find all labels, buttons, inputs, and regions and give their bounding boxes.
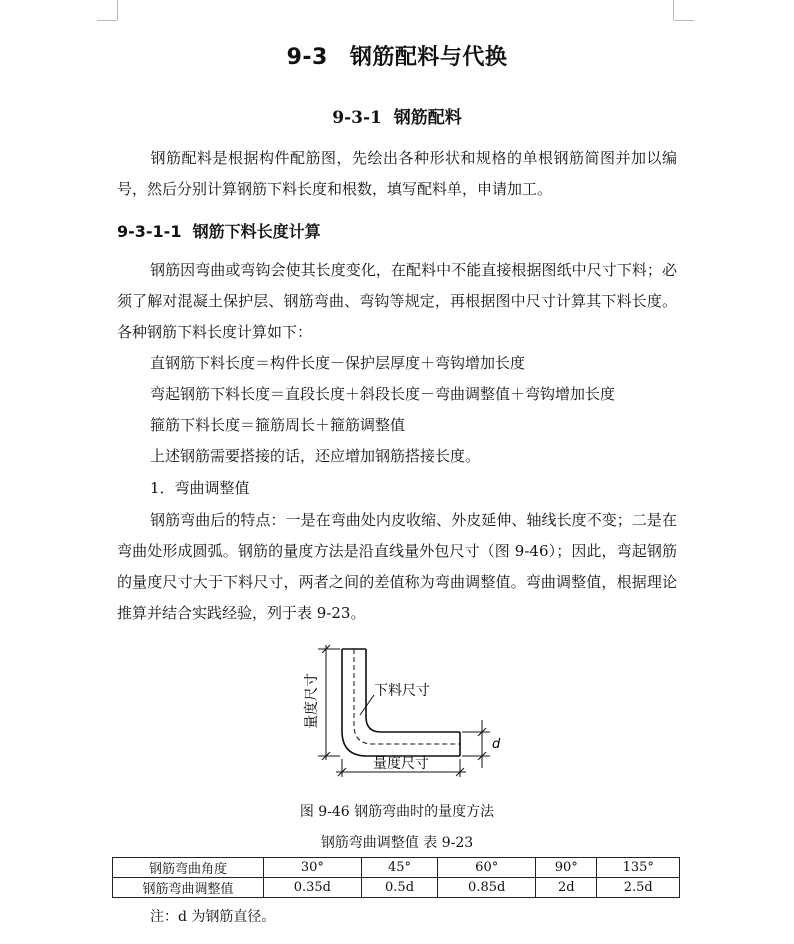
figure-caption: 图 9-46 钢筋弯曲时的量度方法 bbox=[299, 804, 495, 820]
label-measured-vertical: 量度尺寸 bbox=[304, 673, 320, 729]
table-cell: 2.5d bbox=[597, 878, 680, 898]
subsection-title bbox=[117, 219, 321, 242]
formula-line: 直钢筋下料长度＝构件长度－保护层厚度＋弯钩增加长度 bbox=[150, 354, 526, 372]
table-cell: 90° bbox=[536, 858, 597, 878]
paragraph-2-text: 钢筋弯曲后的特点：一是在弯曲处内皮收缩、外皮延伸、轴线长度不变；二是在弯曲处形成圆弧。钢筋的量度方法是沿直线量外包尺寸（图 9-46）；因此，弯起钢筋的量度尺寸大于下料尺寸，两者之间的差值称为弯曲调整值。弯曲调整值，根据理论推算并结合实践经验，列于表 9-23。 bbox=[117, 511, 677, 622]
table-cell: 0.35d bbox=[264, 878, 362, 898]
cut-length-leader bbox=[360, 695, 374, 715]
section-title-text: 钢筋配料 bbox=[393, 108, 462, 128]
table-note: 注：d 为钢筋直径。 bbox=[150, 909, 276, 925]
section-number: 9-3-1 bbox=[332, 108, 382, 128]
table-cell: 45° bbox=[361, 858, 438, 878]
intro-paragraph bbox=[117, 143, 677, 205]
table-row bbox=[113, 858, 680, 878]
chapter-number: 9-3 bbox=[286, 45, 328, 70]
section-title bbox=[0, 103, 794, 128]
formula-line: 弯起钢筋下料长度＝直段长度＋斜段长度－弯曲调整值＋弯钩增加长度 bbox=[150, 385, 616, 403]
formula-line: 箍筋下料长度＝箍筋周长＋箍筋调整值 bbox=[150, 416, 406, 434]
paragraph-1 bbox=[117, 255, 677, 348]
table-caption: 钢筋弯曲调整值 表 9-23 bbox=[320, 835, 474, 851]
table-cell: 0.85d bbox=[438, 878, 536, 898]
subsection-title-text: 钢筋下料长度计算 bbox=[192, 222, 321, 241]
table-row bbox=[113, 878, 680, 898]
table-cell: 60° bbox=[438, 858, 536, 878]
intro-text: 钢筋配料是根据构件配筋图，先绘出各种形状和规格的单根钢筋简图并加以编号，然后分别计算钢筋下料长度和根数，填写配料单，申请加工。 bbox=[117, 149, 677, 198]
subsection-number: 9-3-1-1 bbox=[117, 222, 182, 241]
table-cell: 135° bbox=[597, 858, 680, 878]
paragraph-1-text: 钢筋因弯曲或弯钩会使其长度变化，在配料中不能直接根据图纸中尺寸下料；必须了解对混凝土保护层、钢筋弯曲、弯钩等规定，再根据图中尺寸计算其下料长度。各种钢筋下料长度计算如下： bbox=[117, 261, 677, 341]
label-cut-length: 下料尺寸 bbox=[374, 683, 430, 699]
row-header-adjustment: 钢筋弯曲调整值 bbox=[113, 878, 264, 898]
table-cell: 0.5d bbox=[361, 878, 438, 898]
chapter-title-text: 钢筋配料与代换 bbox=[349, 45, 508, 70]
bend-adjustment-table bbox=[112, 857, 680, 898]
label-measured-horizontal: 量度尺寸 bbox=[373, 756, 429, 772]
list-item-1: 1．弯曲调整值 bbox=[150, 479, 250, 497]
formula-line: 上述钢筋需要搭接的话，还应增加钢筋搭接长度。 bbox=[150, 447, 481, 465]
row-header-angle: 钢筋弯曲角度 bbox=[113, 858, 264, 878]
table-cell: 30° bbox=[264, 858, 362, 878]
chapter-title bbox=[0, 40, 794, 71]
label-diameter: d bbox=[492, 737, 501, 752]
table-cell: 2d bbox=[536, 878, 597, 898]
paragraph-2 bbox=[117, 505, 677, 629]
bent-bar-figure bbox=[290, 635, 510, 785]
